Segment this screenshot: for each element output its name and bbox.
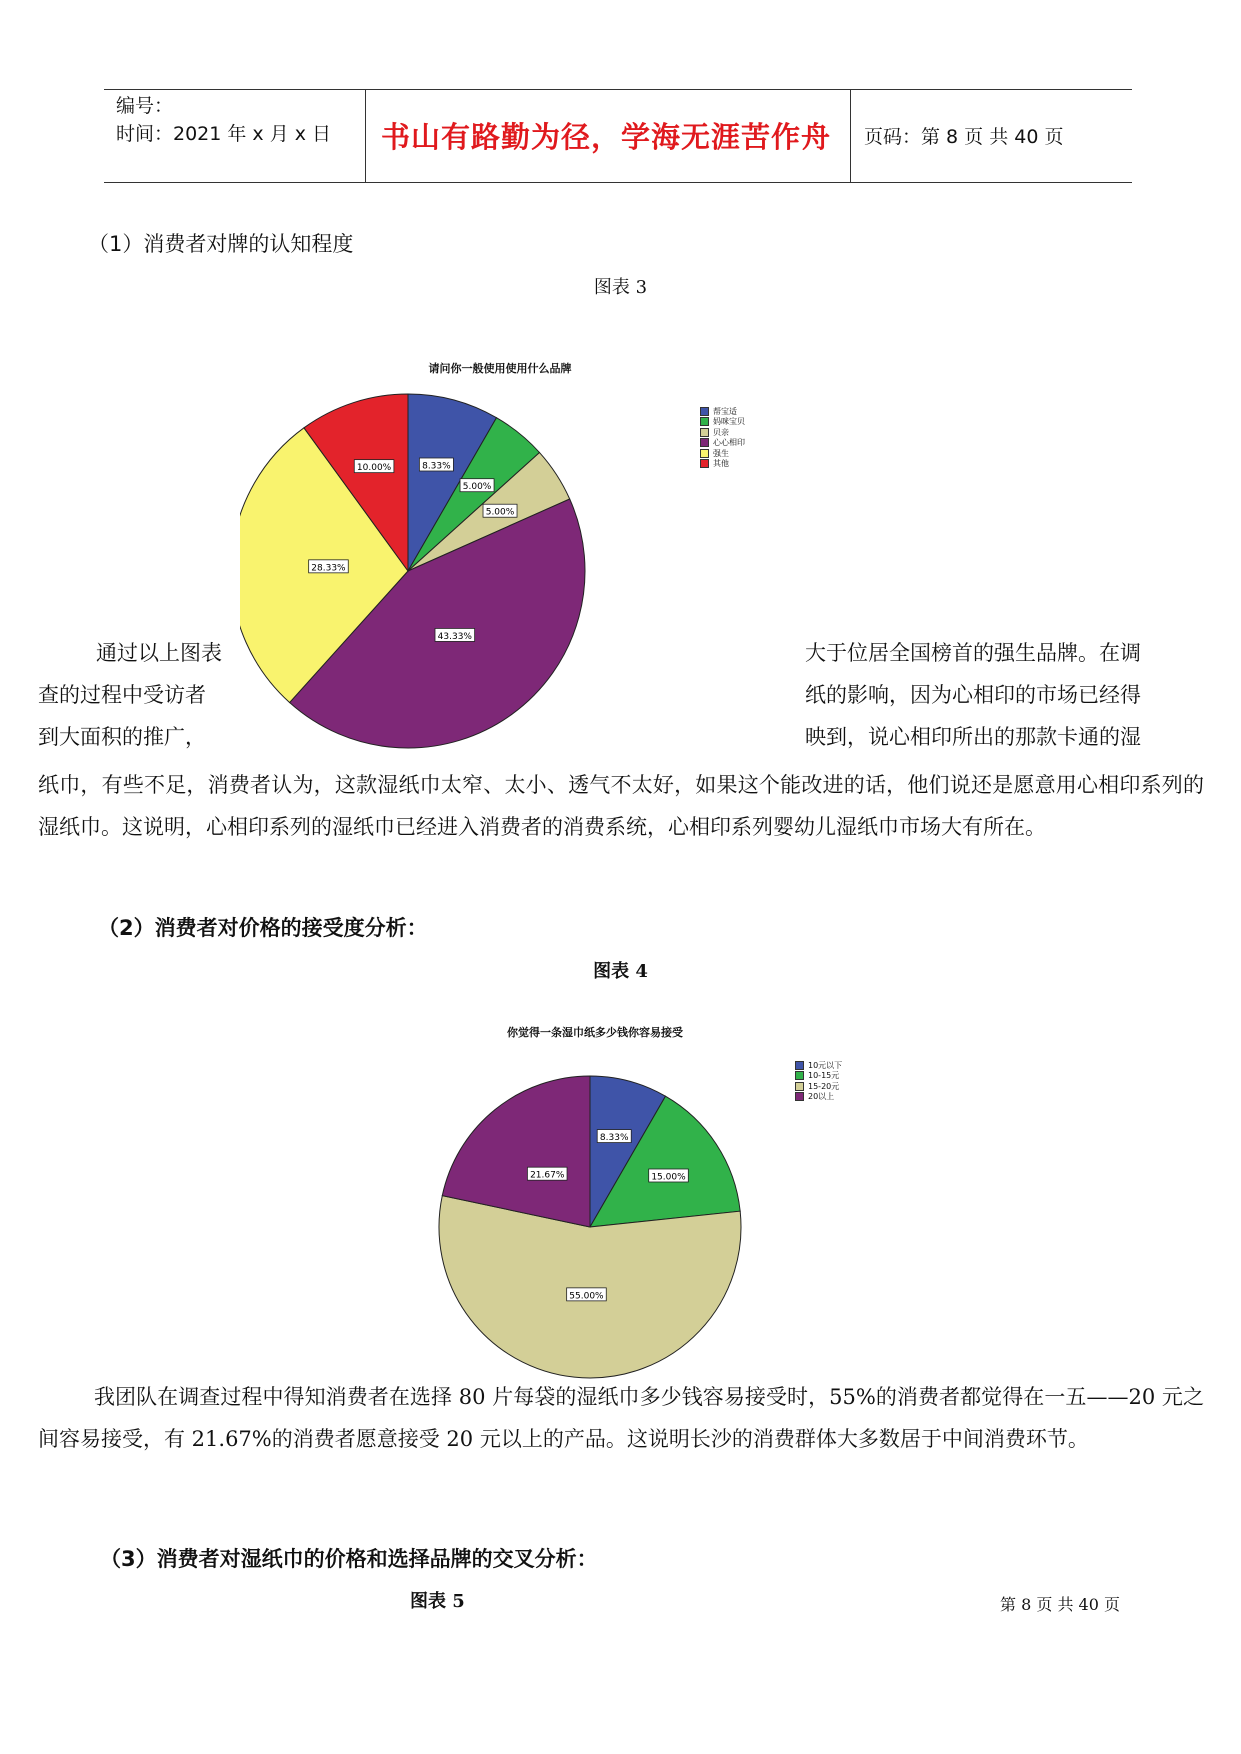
legend-swatch bbox=[795, 1061, 804, 1070]
legend-label: 妈咪宝贝 bbox=[713, 417, 745, 427]
figure4-caption: 图表 4 bbox=[593, 961, 648, 982]
legend-item-1-1 bbox=[700, 417, 745, 428]
legend-swatch bbox=[700, 449, 709, 458]
price-pie-chart bbox=[420, 1010, 860, 1380]
legend-swatch bbox=[795, 1092, 804, 1101]
legend-label: 贝亲 bbox=[713, 427, 729, 437]
legend-swatch bbox=[700, 459, 709, 468]
para1-line2-right: 纸的影响，因为心相印的市场已经得 bbox=[805, 683, 1141, 707]
legend-item-2-0 bbox=[795, 1060, 842, 1071]
legend-item-2-1 bbox=[795, 1071, 842, 1082]
para1-line3-left: 到大面积的推广， bbox=[38, 725, 206, 749]
header-divider-right bbox=[850, 90, 851, 182]
pie-label-1-4: 28.33% bbox=[311, 563, 346, 574]
header-bottom-rule bbox=[104, 182, 1132, 183]
legend-item-1-2 bbox=[700, 427, 745, 438]
chart1-legend bbox=[700, 406, 745, 469]
chart1-svg bbox=[240, 352, 760, 752]
legend-swatch bbox=[700, 428, 709, 437]
pie-label-1-1: 5.00% bbox=[462, 482, 492, 493]
section2-title: （2）消费者对价格的接受度分析： bbox=[98, 916, 428, 940]
pie-label-1-2: 5.00% bbox=[485, 507, 515, 518]
legend-swatch bbox=[795, 1071, 804, 1080]
legend-item-2-2 bbox=[795, 1081, 842, 1092]
page-footer: 第 8 页 共 40 页 bbox=[1000, 1595, 1120, 1614]
section3-title: （3）消费者对湿纸巾的价格和选择品牌的交叉分析： bbox=[100, 1547, 598, 1571]
header-motto: 书山有路勤为径，学海无涯苦作舟 bbox=[380, 120, 831, 154]
legend-item-1-4 bbox=[700, 448, 745, 459]
header-top-rule bbox=[104, 89, 1132, 90]
chart2-svg bbox=[420, 1010, 860, 1380]
pie-label-1-3: 43.33% bbox=[437, 631, 472, 642]
pie-label-1-0: 8.33% bbox=[422, 461, 451, 472]
para1-line1-left: 通过以上图表 bbox=[96, 641, 222, 665]
para1-line1-right: 大于位居全国榜首的强生品牌。在调 bbox=[805, 641, 1141, 665]
legend-label: 15-20元 bbox=[808, 1081, 840, 1091]
legend-label: 10-15元 bbox=[808, 1071, 840, 1081]
legend-label: 强生 bbox=[713, 448, 729, 458]
legend-label: 其他 bbox=[713, 459, 729, 469]
header-number-label: 编号： bbox=[116, 95, 174, 117]
legend-item-2-3 bbox=[795, 1092, 842, 1103]
chart2-title: 你觉得一条湿巾纸多少钱你容易接受 bbox=[507, 1026, 683, 1039]
chart1-title: 请问你一般使用使用什么品牌 bbox=[428, 362, 572, 375]
para1-line3-right: 映到，说心相印所出的那款卡通的湿 bbox=[805, 725, 1141, 749]
legend-label: 帮宝适 bbox=[713, 406, 737, 416]
pie-label-2-2: 55.00% bbox=[569, 1291, 604, 1302]
pie-label-2-3: 21.67% bbox=[530, 1170, 565, 1181]
header-divider-left bbox=[365, 90, 366, 182]
legend-swatch bbox=[700, 407, 709, 416]
chart2-legend bbox=[795, 1060, 842, 1102]
legend-swatch bbox=[700, 417, 709, 426]
figure5-caption: 图表 5 bbox=[410, 1591, 465, 1612]
pie-label-2-1: 15.00% bbox=[651, 1172, 686, 1183]
para2: 我团队在调查过程中得知消费者在选择 80 片每袋的湿纸巾多少钱容易接受时，55%的消费者都觉得在一五——20 元之间容易接受，有 21.67%的消费者愿意接受 20 元以上的产品。这说明长沙的消费群体大多数居于中间消费环节。 bbox=[38, 1385, 1204, 1451]
para1-line2-left: 查的过程中受访者 bbox=[38, 683, 206, 707]
para1-rest: 纸巾，有些不足，消费者认为，这款湿纸巾太窄、太小、透气不太好，如果这个能改进的话，他们说还是愿意用心相印系列的湿纸巾。这说明，心相印系列的湿纸巾已经进入消费者的消费系统，心相印系列婴幼儿湿纸巾市场大有所在。 bbox=[38, 773, 1204, 839]
header-left-cell bbox=[116, 92, 331, 148]
legend-label: 心心相印 bbox=[713, 438, 745, 448]
pie-label-1-5: 10.00% bbox=[356, 463, 392, 474]
legend-swatch bbox=[795, 1082, 804, 1091]
section1-title: （1）消费者对牌的认知程度 bbox=[88, 232, 354, 256]
brand-pie-chart bbox=[240, 352, 760, 752]
header-time-label: 时间：2021 年 x 月 x 日 bbox=[116, 123, 332, 145]
header-page-label: 页码：第 8 页 共 40 页 bbox=[864, 126, 1064, 148]
legend-label: 20以上 bbox=[808, 1092, 835, 1102]
legend-swatch bbox=[700, 438, 709, 447]
legend-item-1-3 bbox=[700, 438, 745, 449]
legend-label: 10元以下 bbox=[808, 1060, 843, 1070]
legend-item-1-0 bbox=[700, 406, 745, 417]
legend-item-1-5 bbox=[700, 459, 745, 470]
pie-label-2-0: 8.33% bbox=[599, 1133, 629, 1144]
figure3-caption: 图表 3 bbox=[593, 277, 648, 298]
